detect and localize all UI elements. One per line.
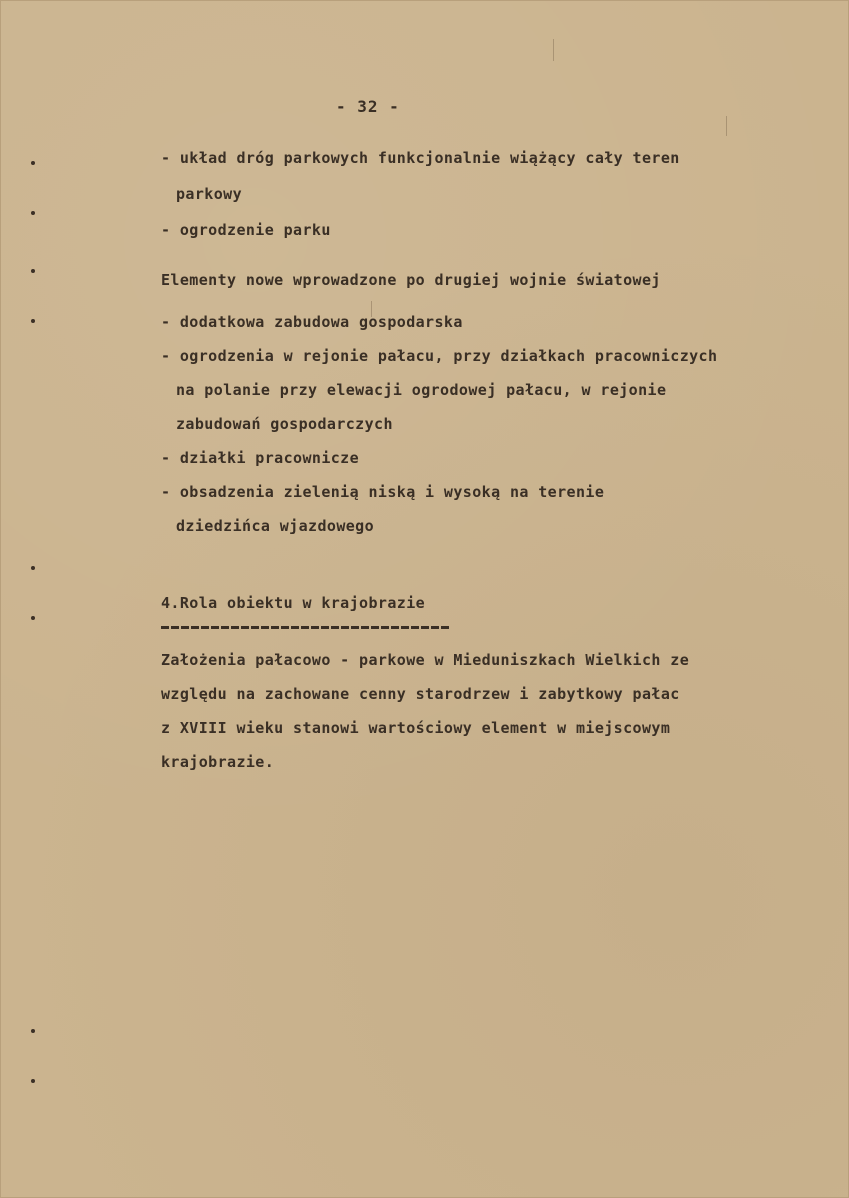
bullet-item-continuation: dziedzińca wjazdowego: [176, 517, 375, 535]
title-underline: [161, 626, 451, 629]
binder-hole-mark: [31, 319, 35, 323]
section-title: 4.Rola obiektu w krajobrazie: [161, 594, 426, 612]
paragraph-line: względu na zachowane cenny starodrzew i zabytkowy pałac: [161, 685, 680, 703]
bullet-item: - ogrodzenia w rejonie pałacu, przy działkach pracowniczych: [161, 347, 718, 365]
paper-crease: [553, 39, 554, 61]
binder-hole-mark: [31, 1079, 35, 1083]
paragraph-line: krajobrazie.: [161, 753, 275, 771]
bullet-item: - działki pracownicze: [161, 449, 360, 467]
paper-crease: [726, 116, 727, 136]
binder-hole-mark: [31, 161, 35, 165]
section-heading: Elementy nowe wprowadzone po drugiej wojnie światowej: [161, 271, 661, 289]
binder-hole-mark: [31, 269, 35, 273]
page-number: - 32 -: [336, 97, 400, 116]
binder-hole-mark: [31, 616, 35, 620]
paragraph-line: z XVIII wieku stanowi wartościowy element w miejscowym: [161, 719, 671, 737]
bullet-item: - dodatkowa zabudowa gospodarska: [161, 313, 463, 331]
bullet-item-continuation: parkowy: [176, 185, 243, 203]
bullet-item: - ogrodzenie parku: [161, 221, 331, 239]
bullet-item: - obsadzenia zielenią niską i wysoką na terenie: [161, 483, 605, 501]
bullet-item: - układ dróg parkowych funkcjonalnie wiążący cały teren: [161, 149, 680, 167]
bullet-item-continuation: zabudowań gospodarczych: [176, 415, 393, 433]
binder-hole-mark: [31, 211, 35, 215]
binder-hole-mark: [31, 566, 35, 570]
binder-hole-mark: [31, 1029, 35, 1033]
paragraph-line: Założenia pałacowo - parkowe w Mieduniszkach Wielkich ze: [161, 651, 690, 669]
bullet-item-continuation: na polanie przy elewacji ogrodowej pałacu, w rejonie: [176, 381, 667, 399]
